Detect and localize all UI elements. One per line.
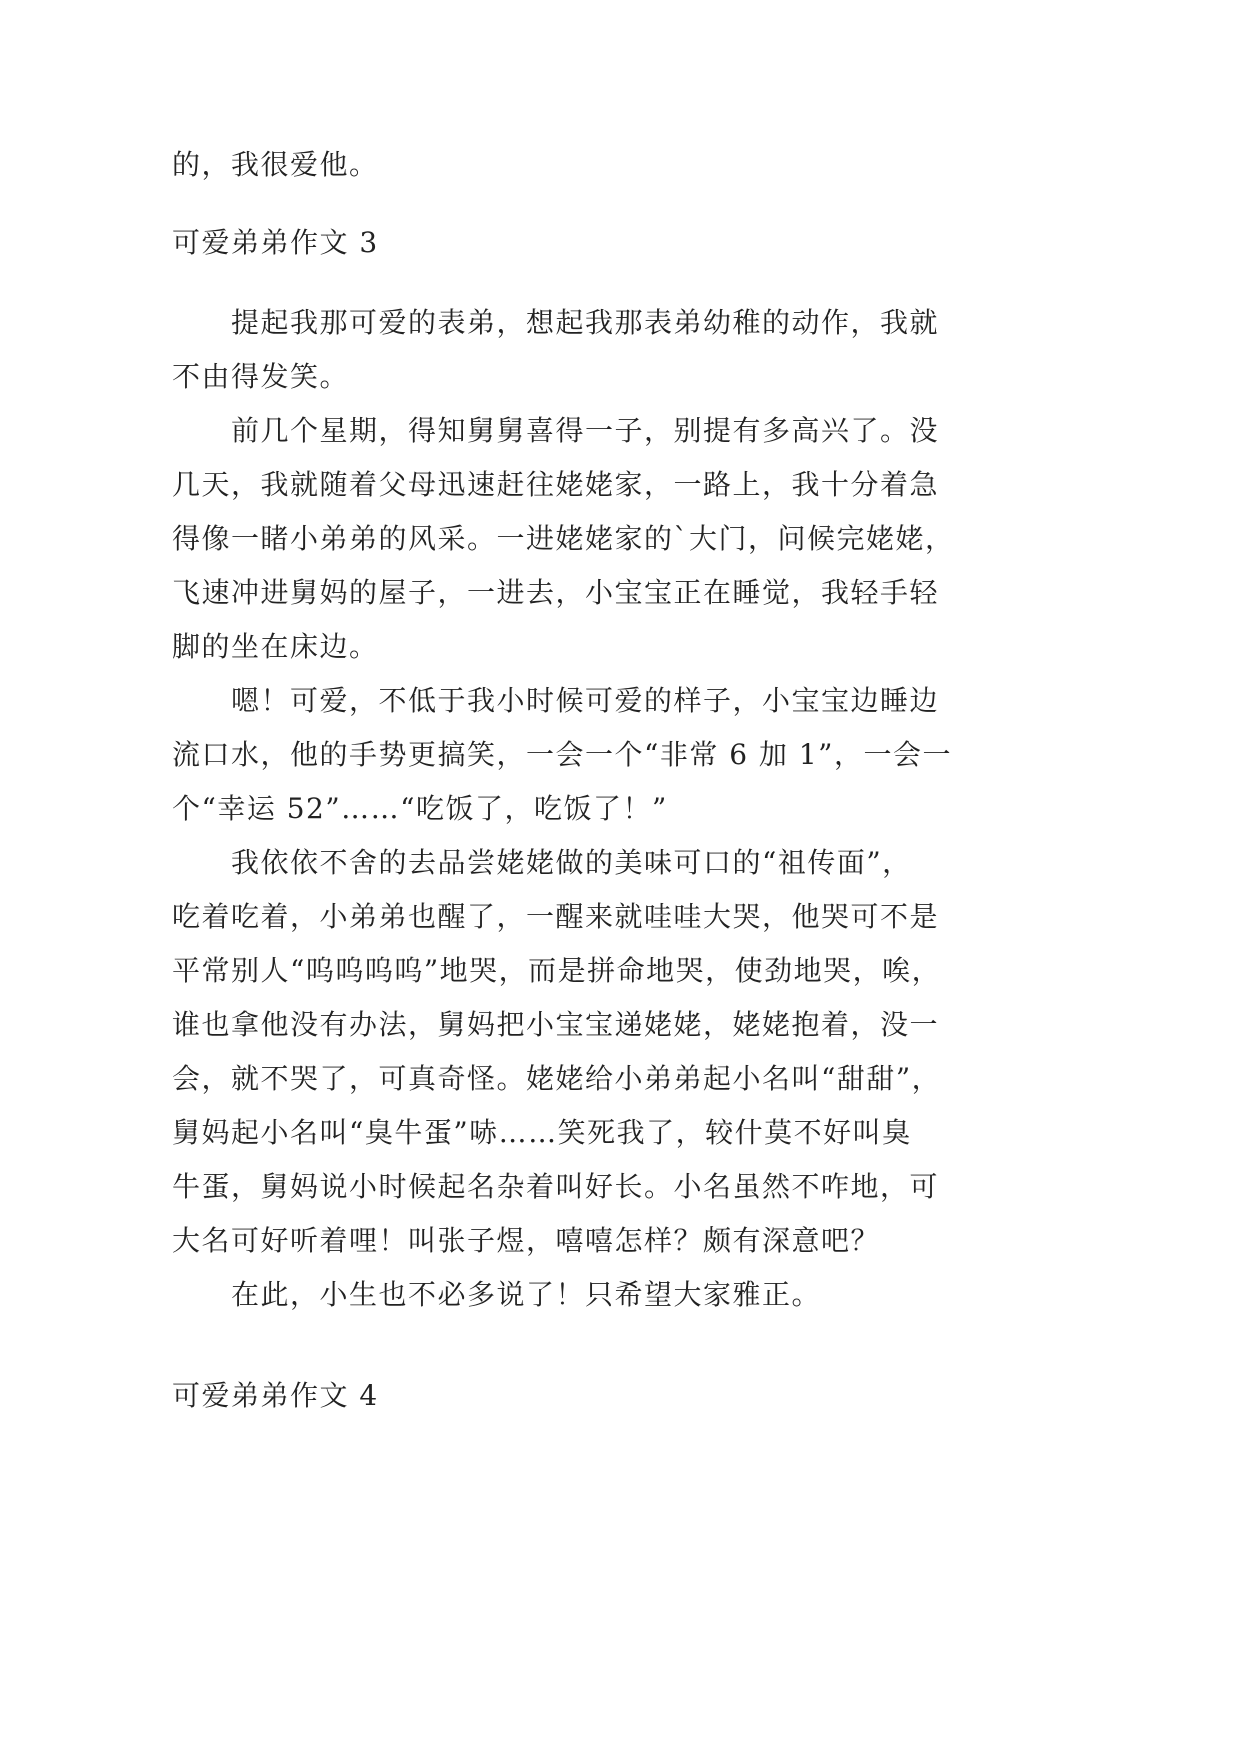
paragraph [172,296,1241,404]
text-line: 在此，小生也不必多说了！只希望大家雅正。 [231,1278,822,1311]
paragraph [172,674,1241,836]
text-line: 前几个星期，得知舅舅喜得一子，别提有多高兴了。没 [231,414,940,447]
text-line: 脚的坐在床边。 [172,630,379,663]
text-line: 流口水，他的手势更搞笑，一会一个“非常 6 加 1”，一会一 [172,738,952,771]
essay-body [172,296,1241,1322]
text-line: 牛蛋，舅妈说小时候起名杂着叫好长。小名虽然不咋地，可 [172,1170,940,1203]
text-line: 飞速冲进舅妈的屋子，一进去，小宝宝正在睡觉，我轻手轻 [172,576,940,609]
text-line: 吃着吃着，小弟弟也醒了，一醒来就哇哇大哭，他哭可不是 [172,900,940,933]
essay-title: 可爱弟弟作文 3 [172,226,379,259]
previous-essay-ending [172,138,1241,192]
paragraph [172,1268,1241,1322]
text-line: 大名可好听着哩！叫张子煜，嘻嘻怎样？颇有深意吧？ [172,1224,881,1257]
text-line: 的，我很爱他。 [172,148,379,181]
text-line: 提起我那可爱的表弟，想起我那表弟幼稚的动作，我就 [231,306,940,339]
text-line: 嗯！可爱，不低于我小时候可爱的样子，小宝宝边睡边 [231,684,940,717]
text-line: 平常别人“呜呜呜呜”地哭，而是拼命地哭，使劲地哭，唉， [172,954,942,987]
paragraph [172,836,1241,1268]
text-line: 得像一睹小弟弟的风采。一进姥姥家的`大门，问候完姥姥， [172,522,955,555]
essay-title: 可爱弟弟作文 4 [172,1379,379,1412]
text-line: 谁也拿他没有办法，舅妈把小宝宝递姥姥，姥姥抱着，没一 [172,1008,940,1041]
text-line: 个“幸运 52”……“吃饭了，吃饭了！” [172,792,668,825]
text-line: 我依依不舍的去品尝姥姥做的美味可口的“祖传面”， [231,846,912,879]
paragraph [172,404,1241,674]
text-line: 舅妈起小名叫“臭牛蛋”哧……笑死我了，较什莫不好叫臭 [172,1116,912,1149]
text-line: 会，就不哭了，可真奇怪。姥姥给小弟弟起小名叫“甜甜”， [172,1062,942,1095]
text-line: 几天，我就随着父母迅速赶往姥姥家，一路上，我十分着急 [172,468,940,501]
text-line: 不由得发笑。 [172,360,350,393]
